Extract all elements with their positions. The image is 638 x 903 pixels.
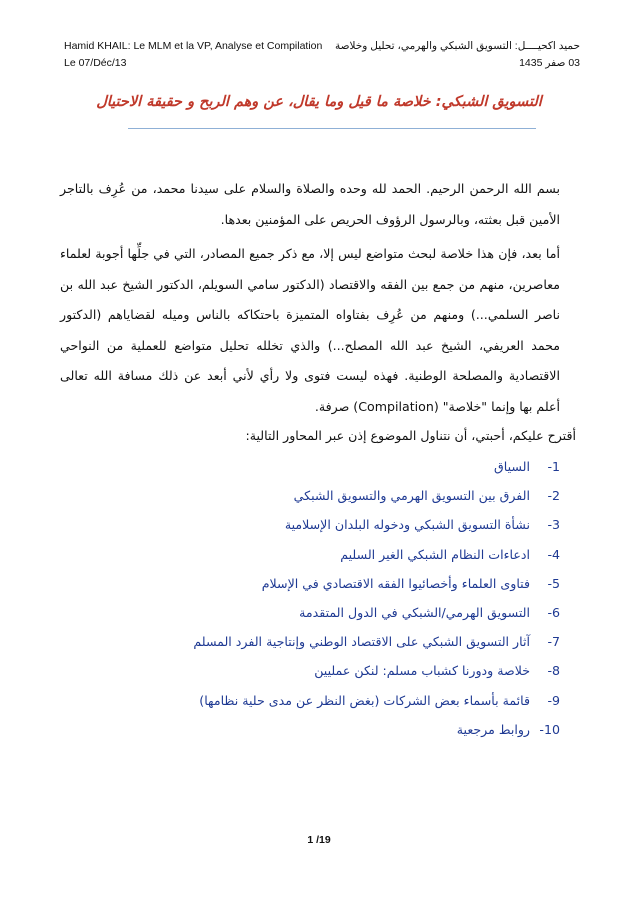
list-item-number: -7: [547, 634, 560, 650]
list-item-number: -8: [547, 663, 560, 679]
topics-list: [193, 452, 560, 744]
list-item-text: الفرق بين التسويق الهرمي والتسويق الشبكي: [293, 488, 530, 504]
list-item-text: نشأة التسويق الشبكي ودخوله البلدان الإسلامية: [284, 517, 530, 533]
topics-intro: أقترح عليكم، أحبتي، أن نتناول الموضوع إذن عبر المحاور التالية:: [245, 428, 576, 443]
list-item: [193, 452, 560, 481]
list-item: [193, 598, 560, 627]
list-item-number: -4: [547, 546, 560, 562]
list-item-number: -9: [547, 692, 560, 708]
paragraph-main: أما بعد، فإن هذا خلاصة لبحث متواضع ليس إلا، مع ذكر جميع المصادر، التي في جلِّها أجوبة لعلماء معاصرين، منهم من جمع بين الفقه والاقتصاد (الدكتور سامي السويلم، الدكتور الشيخ عبد الله بن ناصر السلمي...) ومنهم من عُرِف بفتاواه المتميزة باحتكاكه بالناس وميله لقضاياهم (الدكتور محمد العريفي، الشيخ عبد الله المصلح...) والذي تخلله تحليل متواضع للعملية من النواحي الاقتصادية والمصلحة الوطنية. فهذه ليست فتوى ولا رأي لأني أبعد عن ذلك مسافة الله تعالى أعلم بها وإنما "خلاصة" (Compilation) صرفة.: [60, 246, 560, 414]
list-item: [193, 715, 560, 744]
list-item-number: -10: [539, 721, 560, 737]
list-item-number: -5: [547, 575, 560, 591]
list-item: [193, 569, 560, 598]
title-divider: [128, 128, 536, 129]
body-text: [60, 174, 560, 422]
list-item-text: فتاوى العلماء وأخصائيوا الفقه الاقتصادي في الإسلام: [261, 575, 530, 591]
list-item-text: آثار التسويق الشبكي على الاقتصاد الوطني وإنتاجية الفرد المسلم: [193, 634, 530, 650]
header-right-line2: 03 صفر 1435: [519, 57, 580, 69]
document-title: التسويق الشبكي: خلاصة ما قيل وما يقال، عن وهم الربح و حقيقة الاحتيال: [96, 94, 542, 110]
list-item-number: -3: [547, 517, 560, 533]
list-item: [193, 686, 560, 715]
paragraph-opening: بسم الله الرحمن الرحيم. الحمد لله وحده والصلاة والسلام على سيدنا محمد، من عُرِف بالتاجر الأمين قبل بعثته، وبالرسول الرؤوف الحريص على المؤمنين بعدها.: [60, 181, 560, 227]
header-left-line1: Hamid KHAIL: Le MLM et la VP, Analyse et Compilation: [64, 40, 323, 52]
list-item-text: التسويق الهرمي/الشبكي في الدول المتقدمة: [299, 604, 530, 620]
list-item-number: -6: [547, 604, 560, 620]
header-right-line1: حميد اكحيــــل: التسويق الشبكي والهرمي، تحليل وخلاصة: [335, 40, 580, 52]
list-item-text: ادعاءات النظام الشبكي الغير السليم: [340, 546, 530, 562]
list-item-text: قائمة بأسماء بعض الشركات (بغض النظر عن مدى حلية نظامها): [199, 692, 530, 708]
header-left: [64, 38, 322, 72]
list-item-text: السياق: [494, 459, 530, 474]
list-item-number: -1: [547, 459, 560, 474]
list-item-text: خلاصة ودورنا كشباب مسلم: لنكن عمليين: [314, 663, 530, 679]
list-item: [193, 540, 560, 569]
list-item: [193, 627, 560, 656]
list-item-text: روابط مرجعية: [456, 721, 530, 737]
list-item: [193, 481, 560, 510]
page-number: 1 /19: [307, 834, 331, 846]
header-left-line2: Le 07/Déc/13: [64, 57, 127, 69]
list-item: [193, 656, 560, 685]
list-item: [193, 510, 560, 539]
list-item-number: -2: [547, 488, 560, 504]
header-right: [335, 38, 580, 72]
